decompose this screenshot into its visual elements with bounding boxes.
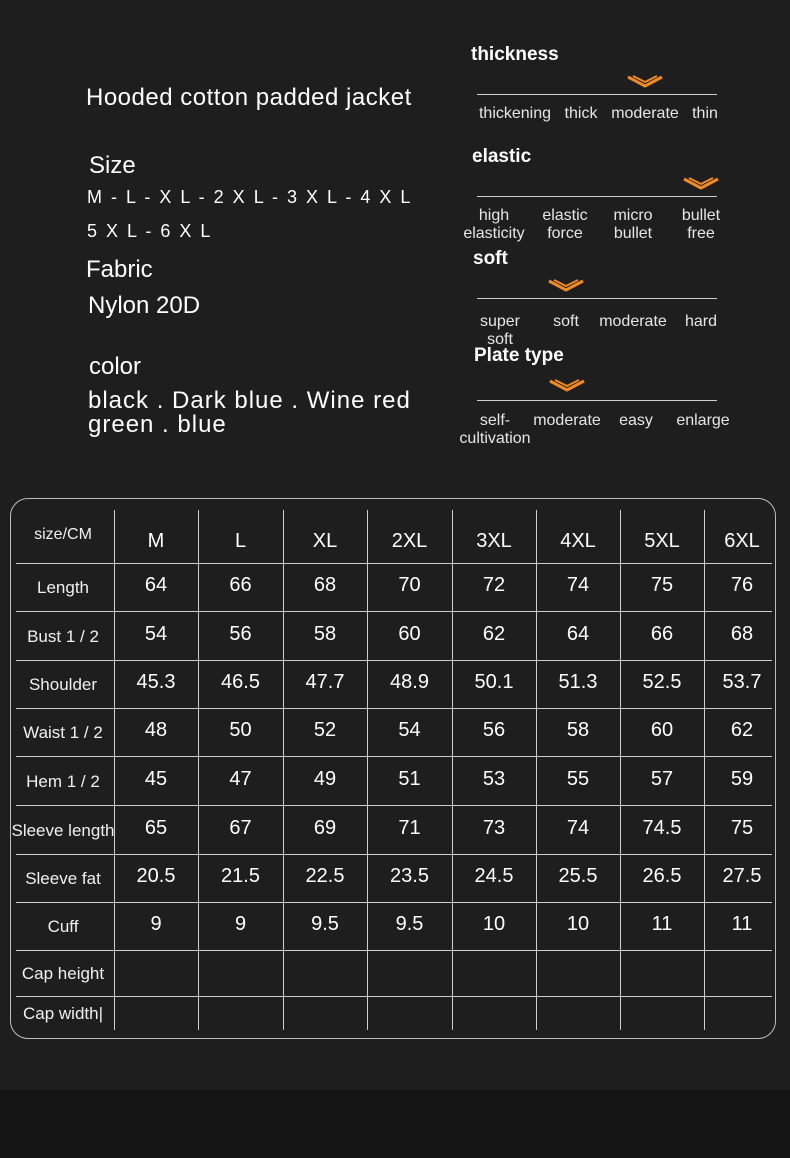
- table-cell: 58: [313, 622, 337, 645]
- attr-option: elastic force: [542, 207, 588, 242]
- table-row-label: Cuff: [47, 917, 79, 936]
- table-row-divider: [16, 950, 772, 951]
- table-corner-label: size/CM: [34, 526, 92, 543]
- attr-scale-line: [477, 400, 717, 401]
- table-cell: 66: [229, 574, 252, 596]
- selected-marker-icon: [548, 279, 584, 293]
- table-cell: 49: [313, 767, 337, 790]
- table-cell: 51.3: [558, 671, 598, 693]
- attr-option: soft: [553, 313, 579, 330]
- attr-title-elastic: elastic: [472, 146, 532, 167]
- table-cell: 74: [566, 574, 590, 596]
- table-header-size: 5XL: [644, 530, 680, 552]
- size-list-line1: M - L - X L - 2 X L - 3 X L - 4 X L: [87, 187, 413, 207]
- table-row-divider: [16, 854, 772, 855]
- table-cell: 20.5: [136, 865, 176, 887]
- attr-option: moderate: [533, 412, 601, 429]
- table-cell: 11: [651, 913, 673, 935]
- bottom-band: [0, 1090, 790, 1158]
- table-row-divider: [16, 660, 772, 661]
- table-cell: 47: [229, 767, 252, 790]
- table-cell: 45: [144, 767, 168, 790]
- table-row-label: Sleeve length: [11, 820, 115, 840]
- table-cell: 68: [313, 574, 337, 596]
- table-cell: 51: [398, 767, 421, 790]
- table-cell: 10: [566, 913, 590, 935]
- table-cell: 9: [150, 913, 162, 935]
- table-cell: 74.5: [642, 816, 682, 839]
- attr-option: high elasticity: [463, 207, 525, 242]
- attr-option: moderate: [611, 105, 679, 122]
- table-cell: 56: [229, 622, 252, 645]
- fabric-value: Nylon 20D: [88, 292, 201, 319]
- attr-option: hard: [684, 313, 718, 330]
- table-row-label: Cap width|: [22, 1004, 103, 1023]
- table-cell: 9.5: [395, 913, 424, 935]
- color-label: color: [89, 353, 142, 380]
- table-cell: 58: [566, 719, 590, 741]
- table-cell: 57: [650, 767, 674, 790]
- table-cell: 71: [398, 816, 421, 839]
- attr-scale-line: [477, 94, 717, 95]
- selected-marker-icon: [549, 379, 585, 393]
- table-cell: 55: [566, 767, 590, 790]
- table-row-label: Sleeve fat: [25, 869, 101, 888]
- table-cell: 22.5: [305, 865, 345, 887]
- table-row-divider: [16, 996, 772, 997]
- size-list-line2: 5 X L - 6 X L: [87, 221, 213, 241]
- table-header-size: 6XL: [724, 530, 760, 552]
- table-cell: 62: [730, 719, 754, 741]
- table-cell: 72: [482, 574, 506, 596]
- table-cell: 60: [650, 719, 674, 741]
- table-cell: 53: [482, 767, 506, 790]
- table-row-label: Cap height: [21, 964, 105, 983]
- attr-scale-line: [477, 298, 717, 299]
- table-cell: 54: [398, 719, 421, 741]
- attr-option: enlarge: [676, 412, 730, 429]
- size-label: Size: [89, 152, 136, 179]
- table-cell: 47.7: [305, 671, 345, 693]
- table-cell: 56: [482, 719, 506, 741]
- table-cell: 60: [398, 622, 421, 645]
- table-row-label: Shoulder: [28, 675, 98, 694]
- table-cell: 21.5: [221, 865, 260, 887]
- fabric-label: Fabric: [86, 256, 153, 283]
- attr-option: self- cultivation: [459, 412, 531, 447]
- table-row-divider: [16, 611, 772, 612]
- table-cell: 48: [144, 719, 168, 741]
- table-cell: 53.7: [722, 671, 762, 693]
- table-row-divider: [16, 708, 772, 709]
- table-cell: 75: [650, 574, 674, 596]
- table-row-divider: [16, 902, 772, 903]
- table-cell: 48.9: [390, 671, 429, 693]
- table-cell: 10: [482, 913, 506, 935]
- table-cell: 45.3: [136, 671, 176, 693]
- table-cell: 70: [398, 574, 421, 596]
- attr-option: thin: [692, 105, 718, 122]
- table-cell: 27.5: [722, 865, 762, 887]
- table-cell: 25.5: [558, 865, 598, 887]
- attr-title-plate-type: Plate type: [474, 345, 564, 366]
- table-cell: 9.5: [311, 913, 339, 935]
- table-cell: 69: [313, 816, 337, 839]
- table-row-label: Waist 1 / 2: [23, 723, 103, 742]
- table-cell: 50.1: [474, 671, 514, 693]
- attr-option: easy: [619, 412, 653, 429]
- attr-option: moderate: [599, 313, 667, 330]
- table-row-divider: [16, 563, 772, 564]
- table-cell: 46.5: [221, 671, 260, 693]
- table-header-size: L: [234, 530, 247, 552]
- attr-option: micro bullet: [613, 207, 653, 242]
- attr-title-thickness: thickness: [471, 44, 559, 65]
- table-cell: 50: [229, 719, 252, 741]
- table-cell: 59: [730, 767, 754, 790]
- table-cell: 65: [144, 816, 168, 839]
- selected-marker-icon: [683, 177, 719, 191]
- table-cell: 62: [482, 622, 506, 645]
- table-cell: 66: [650, 622, 674, 645]
- table-cell: 64: [566, 622, 590, 645]
- table-cell: 9: [234, 913, 247, 935]
- table-row-label: Length: [37, 578, 89, 597]
- color-line2: green . blue: [88, 411, 227, 438]
- table-cell: 11: [731, 913, 753, 935]
- attr-scale-line: [477, 196, 717, 197]
- table-row-label: Bust 1 / 2: [27, 626, 99, 646]
- table-header-size: XL: [312, 530, 338, 552]
- table-header-size: M: [147, 530, 165, 552]
- table-header-size: 2XL: [391, 530, 428, 552]
- table-cell: 24.5: [474, 865, 514, 887]
- attr-option: bullet free: [681, 207, 721, 242]
- table-row-label: Hem 1 / 2: [26, 771, 100, 791]
- selected-marker-icon: [627, 75, 663, 89]
- table-cell: 68: [730, 622, 754, 645]
- attr-option: thickening: [478, 105, 552, 122]
- table-cell: 75: [730, 816, 754, 839]
- table-cell: 52: [313, 719, 337, 741]
- attr-title-soft: soft: [473, 248, 508, 269]
- table-header-size: 4XL: [560, 530, 596, 552]
- table-cell: 64: [144, 574, 168, 596]
- table-cell: 74: [566, 816, 590, 839]
- table-cell: 67: [229, 816, 252, 839]
- table-row-divider: [16, 756, 772, 757]
- table-row-divider: [16, 805, 772, 806]
- table-cell: 23.5: [390, 865, 429, 887]
- table-cell: 54: [144, 622, 168, 645]
- table-cell: 73: [482, 816, 506, 839]
- table-header-size: 3XL: [476, 530, 512, 552]
- table-cell: 52.5: [642, 671, 682, 693]
- table-cell: 26.5: [642, 865, 682, 887]
- attr-option: thick: [564, 105, 598, 122]
- attr-option: super soft: [479, 313, 521, 348]
- table-cell: 76: [730, 574, 754, 596]
- product-title: Hooded cotton padded jacket: [86, 84, 412, 111]
- color-line1: black . Dark blue . Wine red: [88, 387, 411, 414]
